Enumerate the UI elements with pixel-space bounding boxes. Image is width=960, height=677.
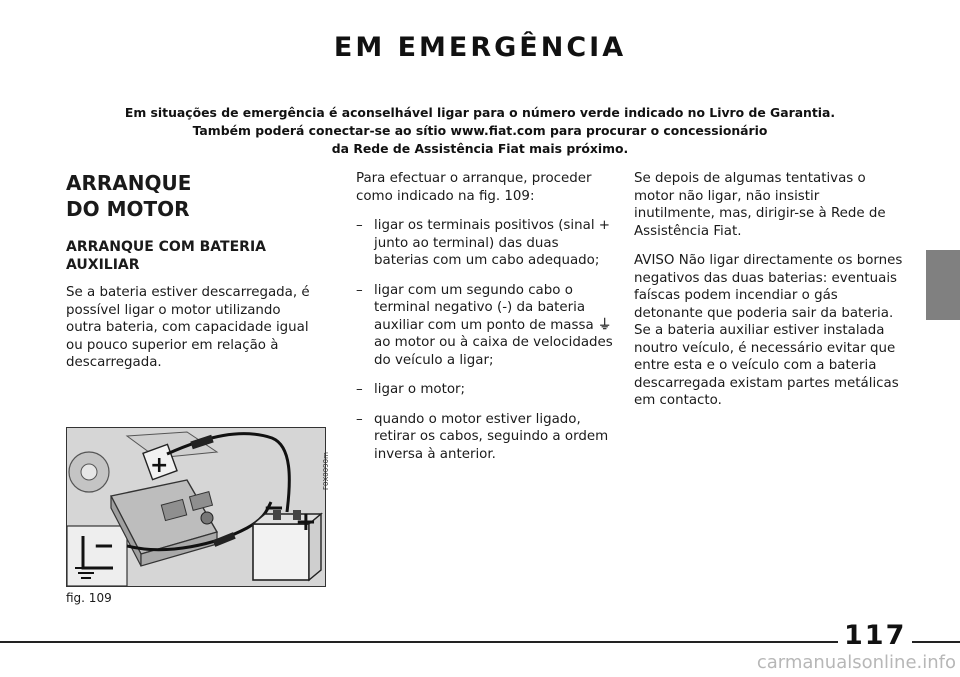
ground-icon: ⏚ bbox=[597, 317, 612, 333]
dash-bullet: – bbox=[356, 411, 363, 427]
subsection-title-line-1: ARRANQUE COM BATERIA bbox=[66, 239, 266, 255]
step-3 bbox=[356, 381, 616, 399]
column-1 bbox=[66, 170, 316, 384]
step-4 bbox=[356, 411, 616, 464]
step-2 bbox=[356, 282, 616, 370]
dash-bullet: – bbox=[356, 218, 363, 233]
figure-caption: fig. 109 bbox=[66, 591, 112, 605]
section-paragraph: Se a bateria estiver descarregada, é possível ligar o motor utilizando outra bateria, com capacidade igual ou pouco superior em relação à descarregada. bbox=[66, 285, 310, 370]
footer-rule bbox=[0, 641, 960, 643]
intro-line-3: da Rede de Assistência Fiat mais próximo. bbox=[331, 141, 629, 156]
figure-plus-sign-1: + bbox=[150, 453, 169, 478]
column-3 bbox=[634, 170, 904, 422]
step-1-text: ligar os terminais positivos (sinal + junto ao terminal) das duas baterias com um cabo adequado; bbox=[374, 218, 611, 268]
subsection-title bbox=[66, 238, 316, 274]
step-2-text-before: ligar com um segundo cabo o terminal negativo (-) da bateria auxiliar com um ponto de massa bbox=[374, 282, 594, 333]
section-title bbox=[66, 170, 316, 222]
section-title-line-1: ARRANQUE bbox=[66, 171, 192, 195]
step-2-text-after: ao motor ou à caixa de velocidades do veículo a ligar; bbox=[374, 335, 613, 368]
figure-plus-sign-2: + bbox=[295, 507, 317, 537]
procedure-intro: Para efectuar o arranque, proceder como indicado na fig. 109: bbox=[356, 171, 592, 204]
figure-minus-sign-2: − bbox=[263, 493, 285, 523]
intro-note bbox=[90, 104, 870, 158]
watermark: carmanualsonline.info bbox=[756, 652, 956, 673]
intro-line-2: Também poderá conectar-se ao sítio www.fiat.com para procurar o concessionário bbox=[192, 123, 768, 138]
dash-bullet: – bbox=[356, 382, 363, 397]
advice-paragraph: Se depois de algumas tentativas o motor não ligar, não insistir inutilmente, mas, dirigir-se à Rede de Assistência Fiat. bbox=[634, 171, 886, 239]
figure-code: F0X0090m bbox=[322, 452, 330, 490]
procedure-steps bbox=[356, 217, 616, 463]
section-title-line-2: DO MOTOR bbox=[66, 197, 190, 221]
figure-109 bbox=[66, 427, 326, 587]
dash-bullet: – bbox=[356, 282, 363, 298]
chapter-tab bbox=[926, 250, 960, 320]
warning-paragraph: AVISO Não ligar directamente os bornes negativos das duas baterias: eventuais faíscas podem incendiar o gás detonante que poderia sair da bateria. Se a bateria auxiliar estiver instalada noutro veículo, é necessário evitar que entre esta e o veículo com a bateria descarregada existam partes metálicas em contacto. bbox=[634, 253, 903, 408]
jump-start-illustration bbox=[67, 428, 325, 586]
intro-line-1: Em situações de emergência é aconselhável ligar para o número verde indicado no Livro de Garantia. bbox=[124, 105, 836, 120]
figure-minus-sign-1: − bbox=[93, 531, 115, 561]
step-1 bbox=[356, 217, 616, 270]
page-number: 117 bbox=[838, 620, 912, 651]
column-2 bbox=[356, 170, 616, 475]
page-title: EM EMERGÊNCIA bbox=[333, 32, 627, 63]
step-3-text: ligar o motor; bbox=[374, 382, 466, 397]
subsection-title-line-2: AUXILIAR bbox=[66, 257, 140, 273]
step-4-text: quando o motor estiver ligado, retirar os cabos, seguindo a ordem inversa à anterior. bbox=[374, 411, 609, 462]
